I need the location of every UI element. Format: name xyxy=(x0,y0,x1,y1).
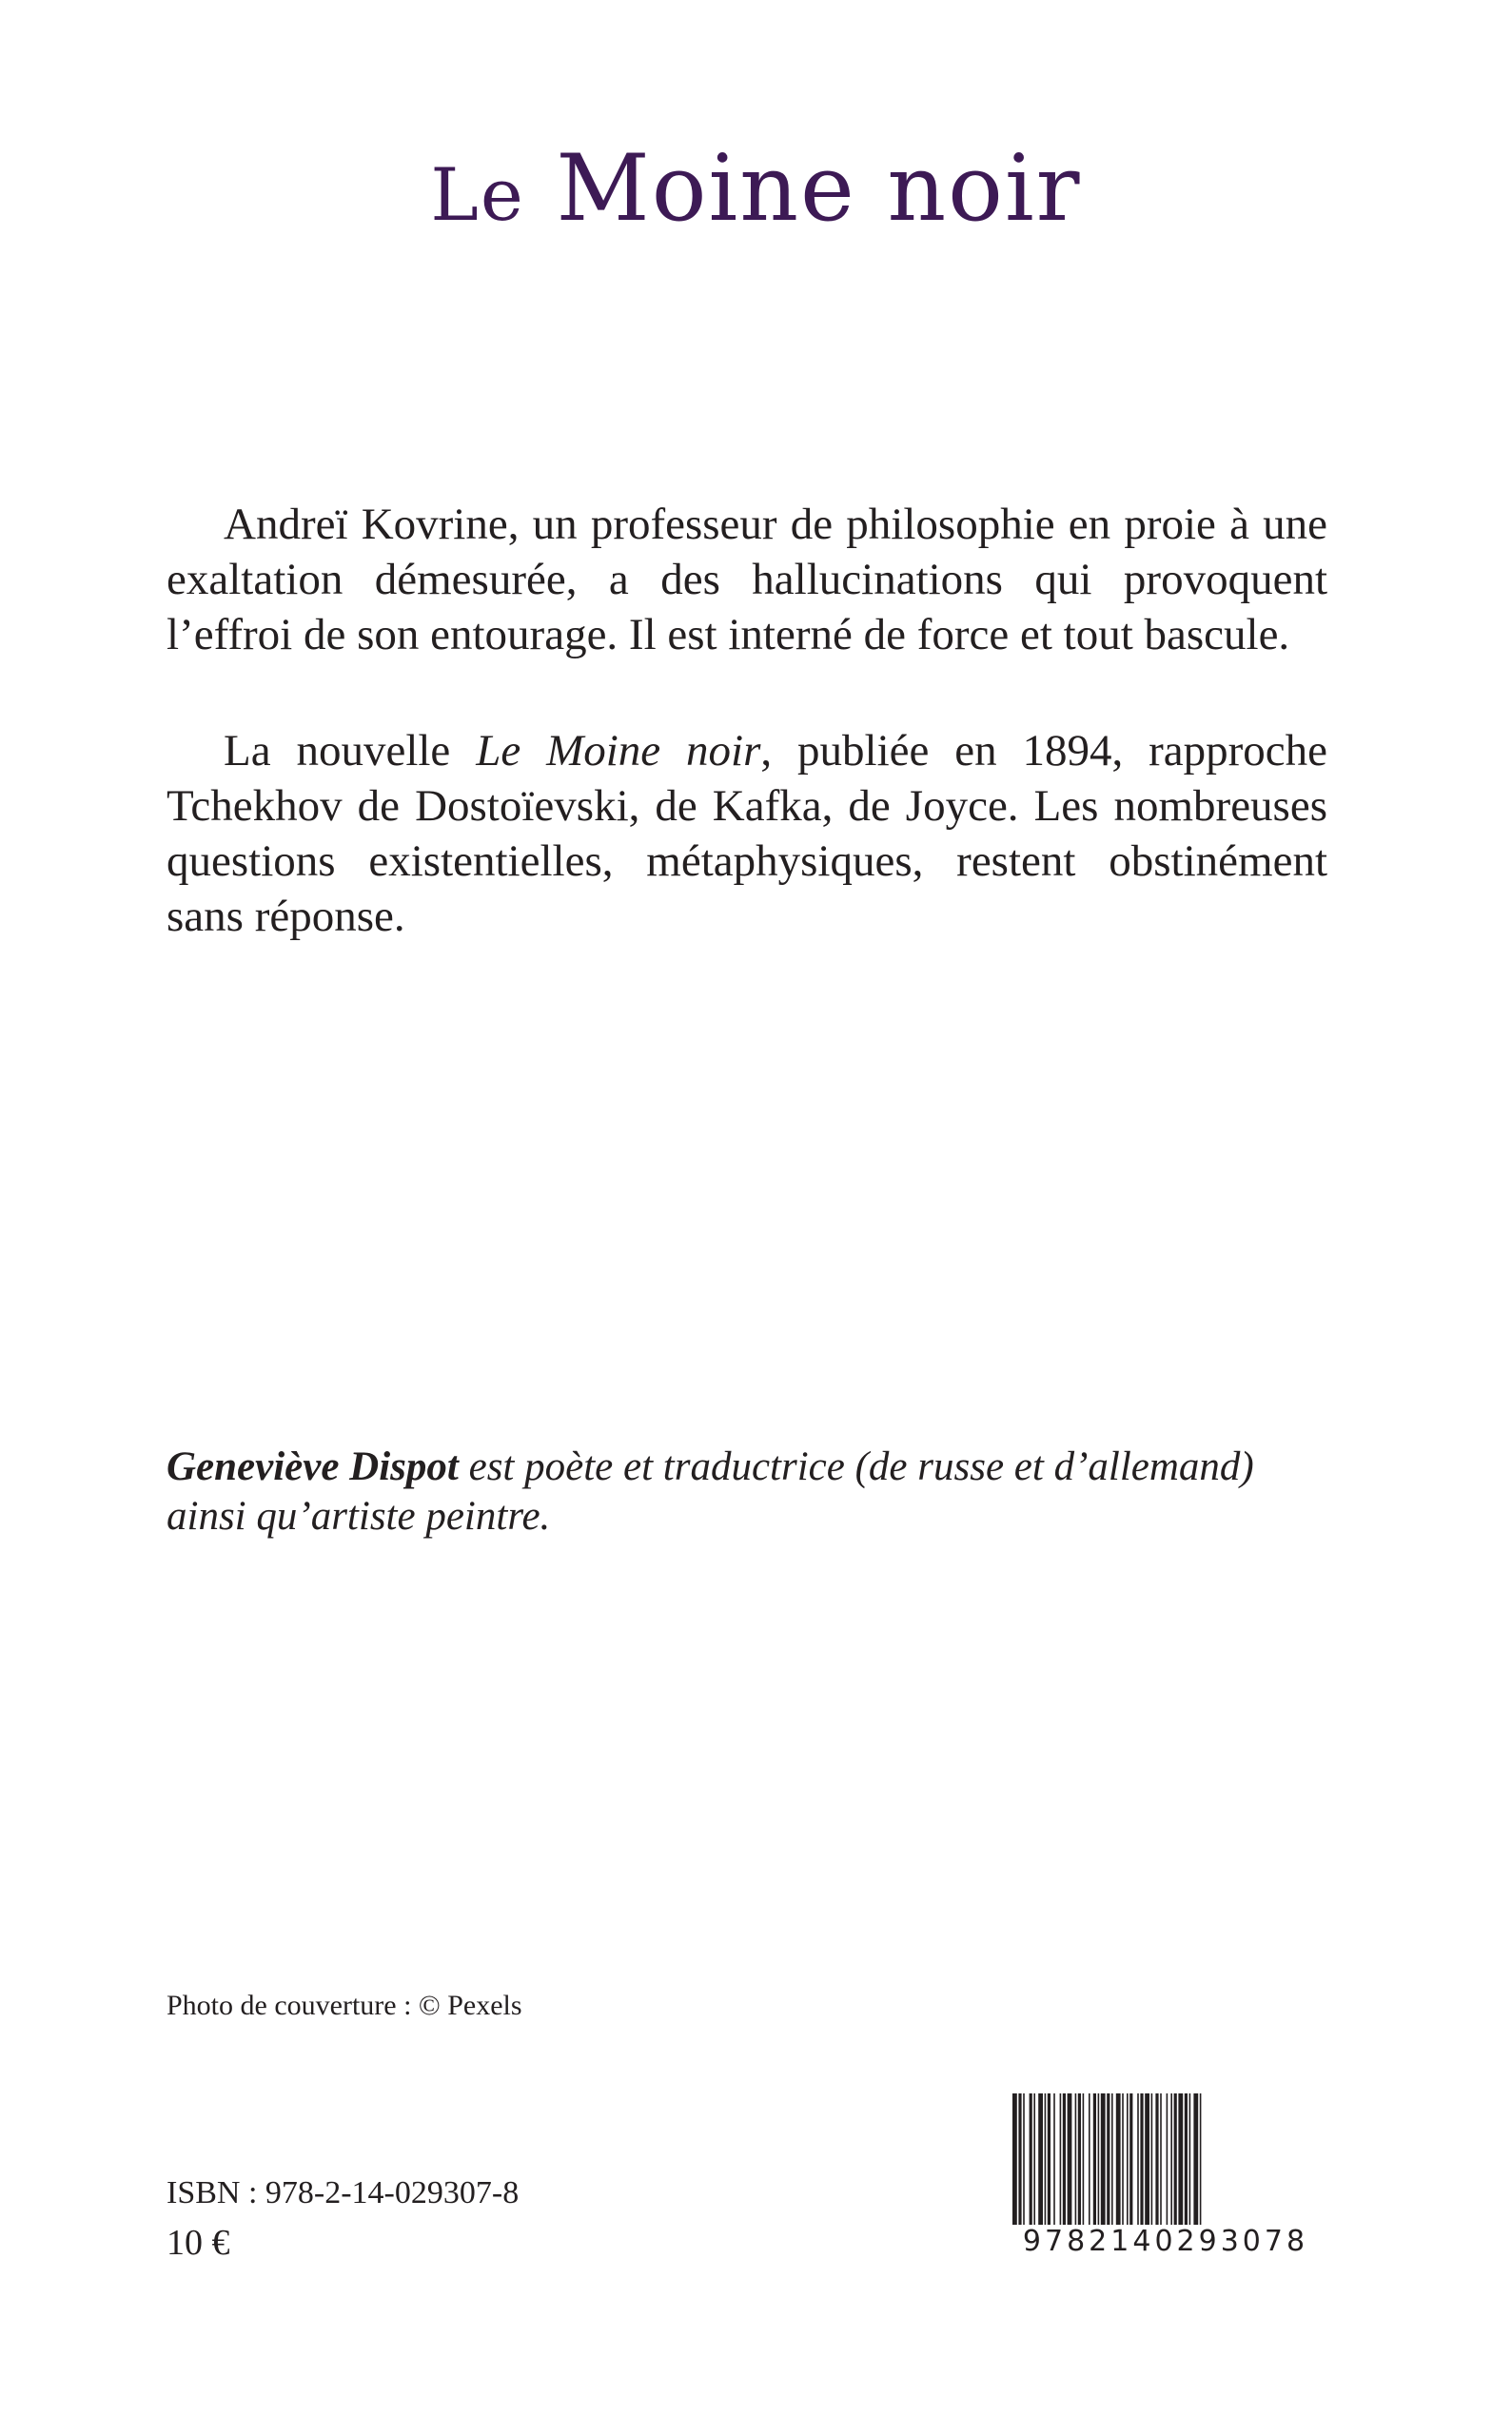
book-title-prefix: Le xyxy=(430,152,525,237)
summary-paragraph-2-rest: , publiée en 1894, rapproche Tchekhov de Dostoïevski, de Kafka, de Joyce. Les nombreuses questions existentielles, métaphysiques, restent obstinément sans réponse. xyxy=(167,726,1327,941)
isbn: ISBN : 978-2-14-029307-8 xyxy=(167,2175,520,2210)
summary-paragraph-2-lead: La nouvelle xyxy=(224,726,477,776)
summary-paragraph-2 xyxy=(167,723,1327,944)
photo-credit: Photo de couverture : © Pexels xyxy=(167,1990,522,2021)
book-title xyxy=(0,135,1512,242)
summary-paragraph-1: Andreï Kovrine, un professeur de philosophie en proie à une exaltation démesurée, a des hallucinations qui provoquent l’effroi de son entourage. Il est interné de force et tout bascule. xyxy=(167,500,1327,659)
price: 10 € xyxy=(167,2223,230,2263)
author-description: est poète et traductrice (de russe et d’allemand) ainsi qu’artiste peintre. xyxy=(167,1444,1254,1539)
book-title-main: Moine noir xyxy=(556,135,1082,242)
summary-book-title: Le Moine noir xyxy=(476,726,761,776)
author-name: Geneviève Dispot xyxy=(167,1444,459,1489)
barcode-digits: 9782140293078 xyxy=(1009,2225,1323,2259)
author-bio xyxy=(167,1443,1327,1542)
